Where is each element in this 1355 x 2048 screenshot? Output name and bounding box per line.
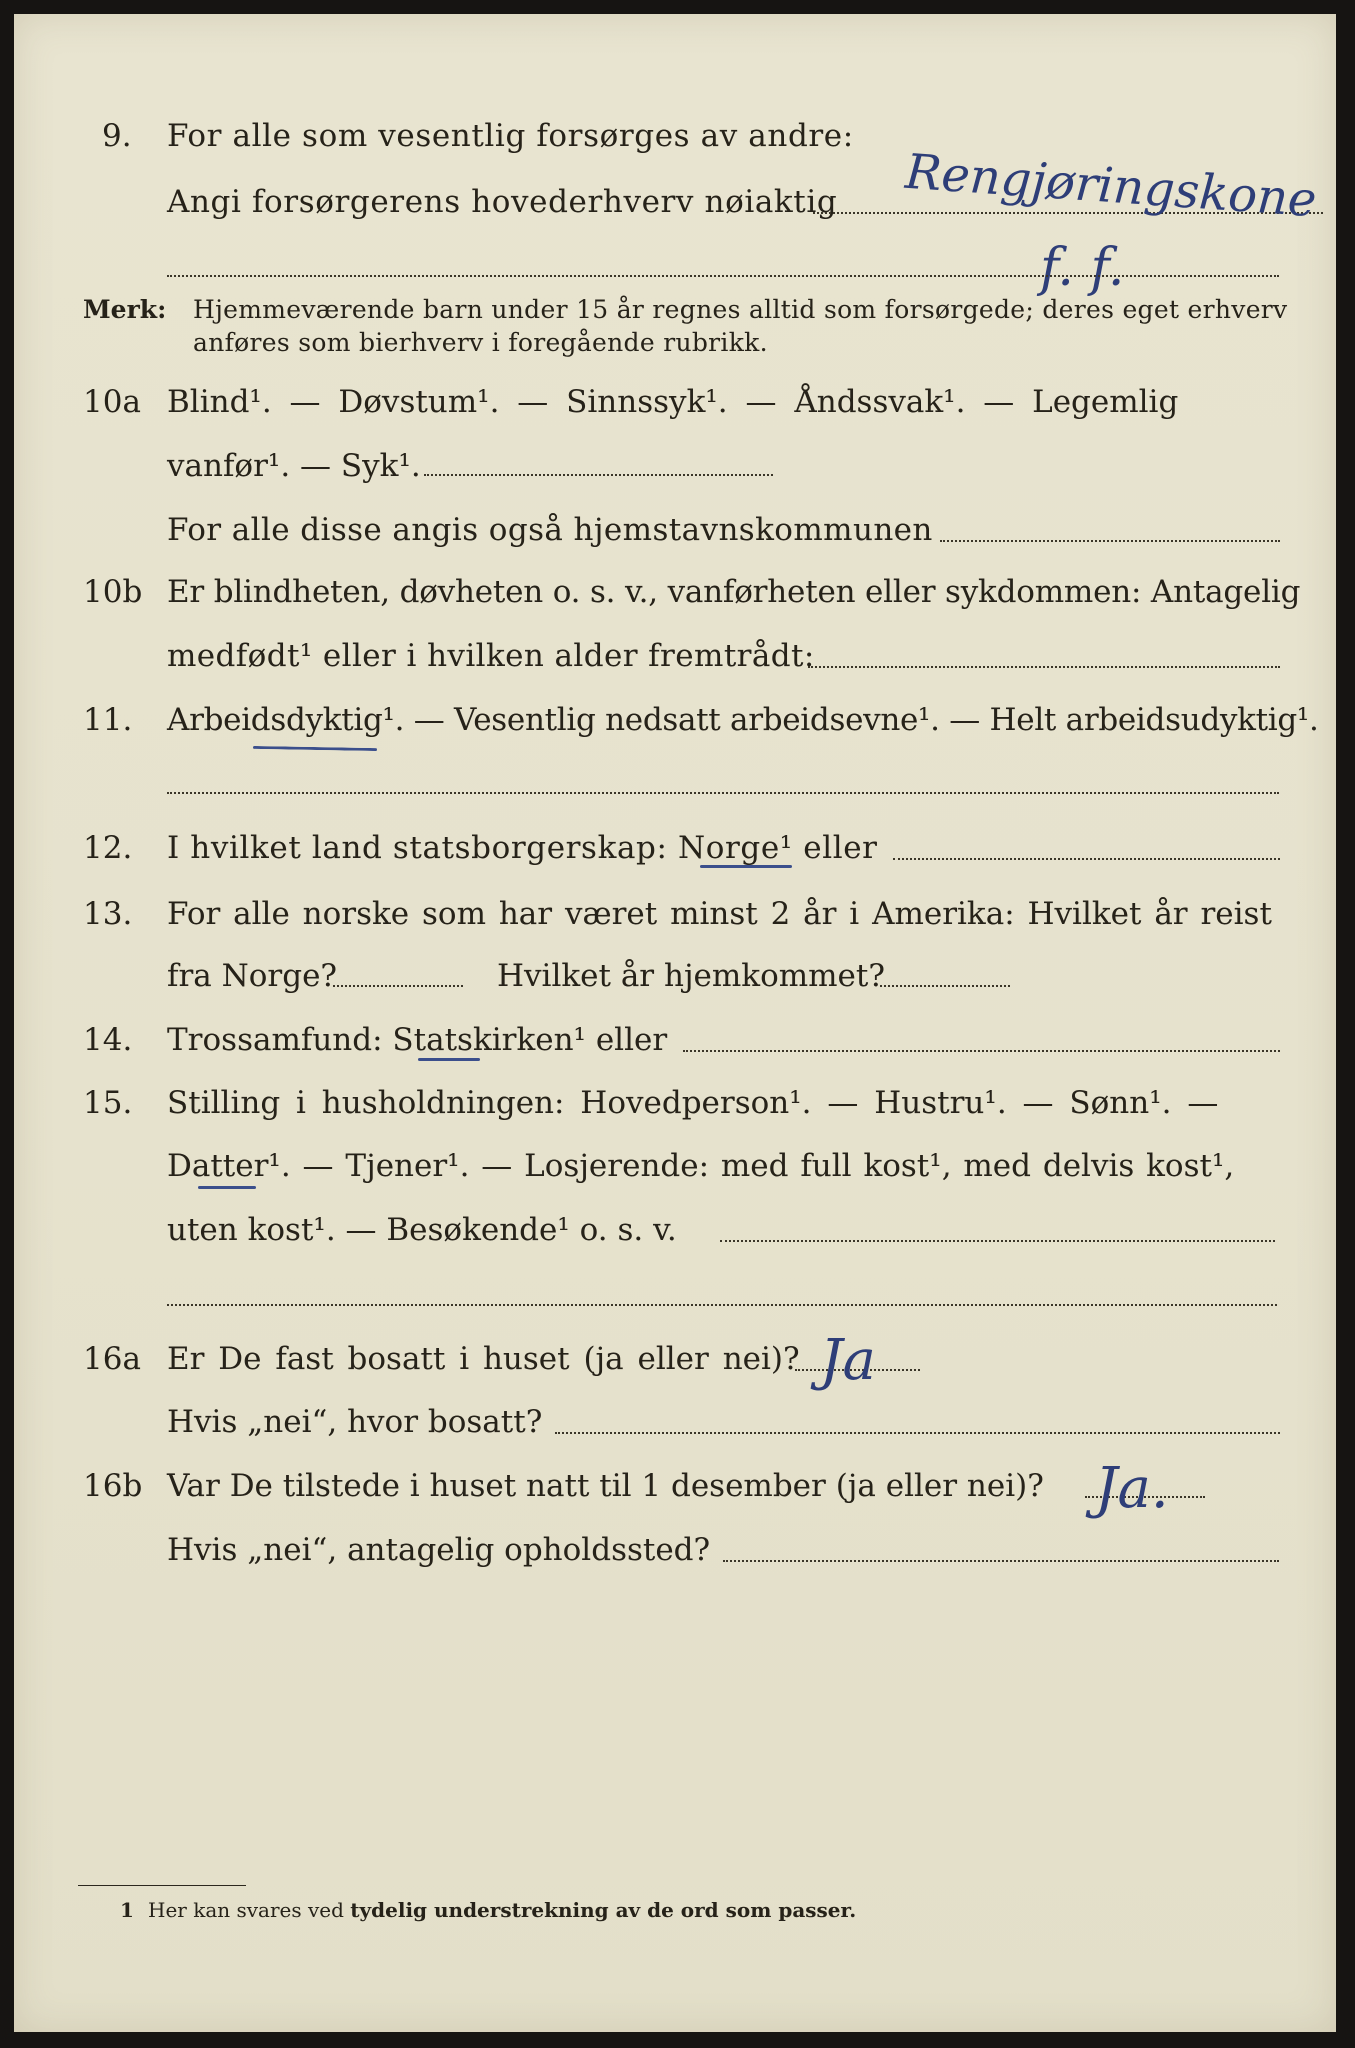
q16a-handwritten-answer: Ja: [820, 1328, 876, 1393]
q10b-number: 10b: [83, 574, 143, 610]
q13-line2b: Hvilket år hjemkommet?: [497, 958, 885, 994]
footnote-text-bold: tydelig understrekning av de ord som passer.: [350, 1898, 857, 1922]
q13-number: 13.: [83, 896, 133, 932]
q15-second-dots: [167, 1304, 1277, 1306]
q16b-number: 16b: [83, 1468, 143, 1504]
q15-line3: uten kost¹. — Besøkende¹ o. s. v.: [167, 1212, 677, 1248]
merk-line2: anføres som bierhverv i foregående rubrikk.: [193, 328, 768, 357]
q13-reist-dots: [333, 985, 463, 987]
q15-number: 15.: [83, 1085, 133, 1121]
q13-line2a: fra Norge?: [167, 958, 338, 994]
q9-number: 9.: [102, 118, 132, 154]
footnote-text-plain: Her kan svares ved: [148, 1898, 351, 1922]
q16a-line2: Hvis „nei“, hvor bosatt?: [167, 1404, 543, 1440]
q10a-hjemstavn-dots: [940, 540, 1280, 542]
q14-dots: [683, 1050, 1280, 1052]
scan-border-bottom: [0, 2032, 1355, 2048]
q12-number: 12.: [83, 830, 133, 866]
q16a-number: 16a: [83, 1341, 141, 1377]
q14-underline-statskirken: [418, 1058, 480, 1061]
merk-line1: Hjemmeværende barn under 15 år regnes alltid som forsørgede; deres eget erhverv: [193, 295, 1288, 324]
footnote-text: [148, 1897, 856, 1923]
scan-border-top: [0, 0, 1355, 14]
q9-handwritten-initials: f. f.: [1040, 238, 1125, 298]
q15-line2: Datter¹. — Tjener¹. — Losjerende: med full kost¹, med delvis kost¹,: [167, 1148, 1235, 1184]
footnote-rule: [78, 1885, 246, 1886]
q13-line1: For alle norske som har været minst 2 år i Amerika: Hvilket år reist: [167, 896, 1272, 932]
q11-dots: [167, 792, 1279, 794]
q14-line1: Trossamfund: Statskirken¹ eller: [167, 1022, 668, 1058]
q16b-line1: Var De tilstede i huset natt til 1 desember (ja eller nei)?: [167, 1468, 1044, 1504]
q9-second-dots: [167, 275, 1279, 277]
q16a-line1: Er De fast bosatt i huset (ja eller nei)?: [167, 1341, 800, 1377]
merk-label: Merk:: [83, 295, 167, 324]
q11-number: 11.: [83, 702, 133, 738]
q16b-line2: Hvis „nei“, antagelig opholdssted?: [167, 1532, 711, 1568]
q16a-bosatt-dots: [555, 1432, 1280, 1434]
q16b-opholdssted-dots: [723, 1560, 1279, 1562]
q15-dots: [720, 1240, 1275, 1242]
q14-number: 14.: [83, 1022, 133, 1058]
q10a-line3: For alle disse angis også hjemstavnskommunen: [167, 512, 933, 548]
q9-line1: For alle som vesentlig forsørges av andre:: [167, 118, 854, 154]
q11-line1: Arbeidsdyktig¹. — Vesentlig nedsatt arbeidsevne¹. — Helt arbeidsudyktig¹.: [167, 702, 1319, 738]
q16b-handwritten-answer: Ja.: [1095, 1456, 1169, 1521]
q12-underline-norge: [700, 865, 792, 868]
q13-hjemkommet-dots: [880, 985, 1010, 987]
q10a-line1: Blind¹. — Døvstum¹. — Sinnssyk¹. — Åndssvak¹. — Legemlig: [167, 384, 1179, 420]
scan-border-left: [0, 0, 14, 2048]
scan-border-right: [1336, 0, 1355, 2048]
q15-underline-datter: [198, 1186, 256, 1189]
q9-handwritten-answer: Rengjøringskone: [903, 143, 1319, 229]
q10b-line2: medfødt¹ eller i hvilken alder fremtrådt:: [167, 638, 815, 674]
q10a-number: 10a: [83, 384, 141, 420]
q10b-line1: Er blindheten, døvheten o. s. v., vanførheten eller sykdommen: Antagelig: [167, 574, 1301, 610]
q12-dots: [893, 858, 1280, 860]
q15-line1: Stilling i husholdningen: Hovedperson¹. — Hustru¹. — Sønn¹. —: [167, 1085, 1219, 1121]
q10a-line2: vanfør¹. — Syk¹.: [167, 448, 421, 484]
footnote-marker: 1: [120, 1898, 134, 1922]
q12-line1: I hvilket land statsborgerskap: Norge¹ eller: [167, 830, 878, 866]
q10b-alder-dots: [808, 666, 1280, 668]
q9-line2: Angi forsørgerens hovederhverv nøiaktig: [167, 184, 838, 220]
q10a-syk-dots: [424, 474, 773, 476]
